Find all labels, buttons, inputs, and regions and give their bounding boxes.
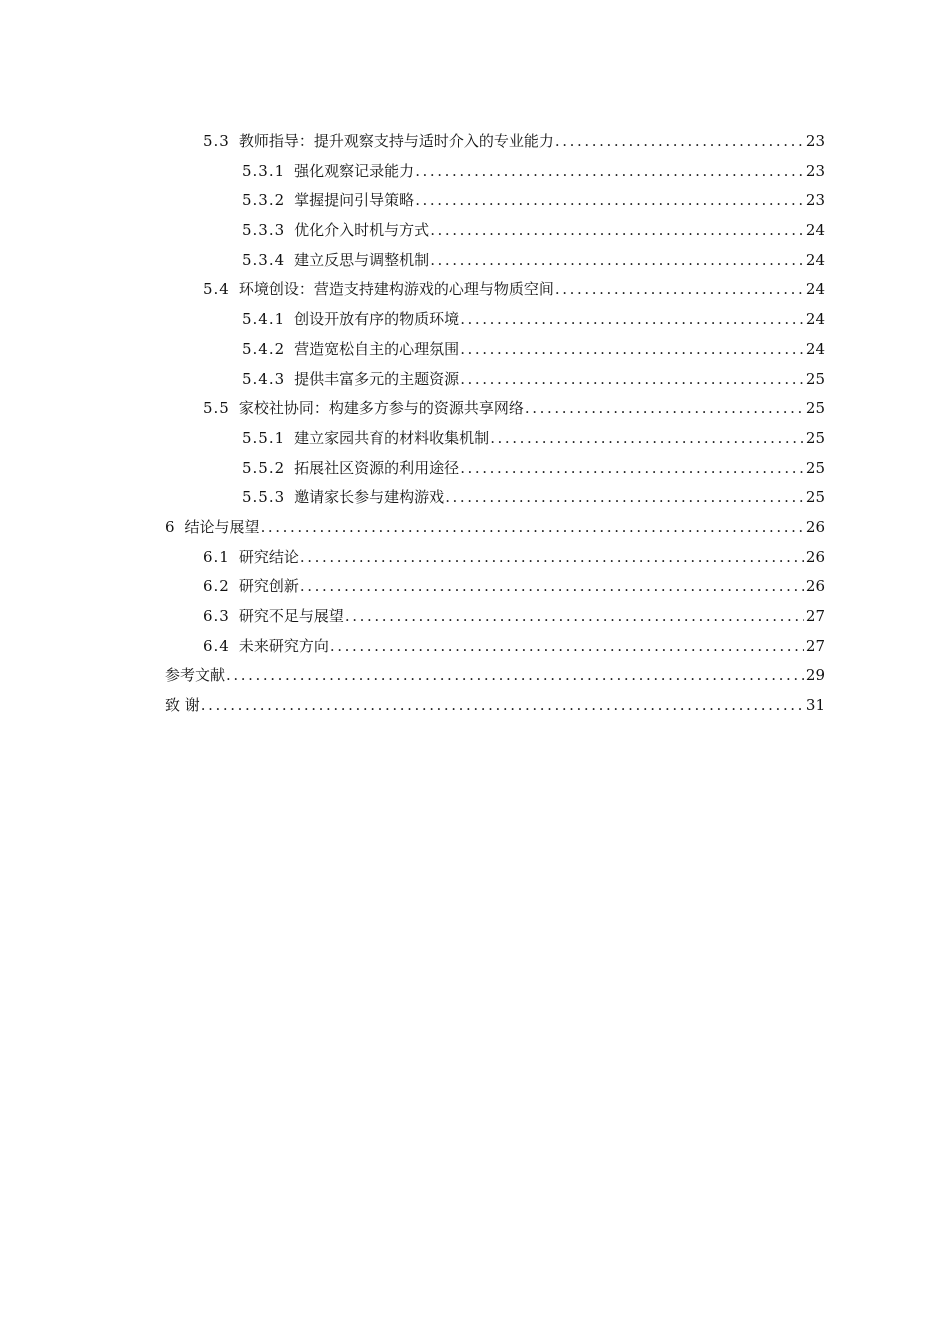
toc-entry-title: 营造宽松自主的心理氛围 [294,339,460,358]
toc-entry[interactable] [165,216,825,246]
toc-entry-title: 环境创设：营造支持建构游戏的心理与物质空间 [238,280,554,299]
toc-dot-leader [201,691,804,721]
toc-entry-page-number: 24 [805,339,825,358]
toc-entry[interactable] [165,305,825,335]
toc-entry[interactable] [165,454,825,484]
toc-dot-leader [460,365,804,395]
toc-entry-number: 5.4.2 [242,339,286,358]
toc-entry-title: 研究结论 [238,547,299,566]
toc-dot-leader [525,394,804,424]
toc-dot-leader [460,305,804,335]
toc-entry-number: 6.3 [203,607,230,625]
toc-dot-leader [490,424,804,454]
toc-entry[interactable] [165,186,825,216]
toc-entry[interactable] [165,246,825,276]
toc-entry-title: 研究不足与展望 [238,607,344,625]
toc-entry-page-number: 24 [805,250,825,269]
toc-entry-page-number: 23 [805,161,825,180]
toc-entry-title: 建立反思与调整机制 [294,250,430,269]
toc-entry-number: 6.2 [203,577,230,596]
toc-dot-leader [226,661,804,691]
toc-entry-number: 5.3.3 [242,221,286,240]
toc-dot-leader [300,543,804,573]
toc-entry[interactable] [165,157,825,187]
toc-dot-leader [261,513,804,543]
toc-entry-title: 建立家园共育的材料收集机制 [294,428,490,447]
toc-entry[interactable] [165,335,825,365]
toc-entry-page-number: 25 [805,399,825,418]
toc-entry-number: 6.4 [203,636,230,655]
toc-entry-page-number: 26 [805,517,825,536]
toc-entry-number: 6 [165,517,176,536]
toc-dot-leader [430,246,804,276]
toc-dot-leader [345,602,804,632]
toc-dot-leader [330,632,804,662]
toc-entry-number: 5.5.1 [242,428,286,447]
toc-entry-number: 5.3 [203,132,230,150]
toc-entry-title: 教师指导：提升观察支持与适时介入的专业能力 [238,132,554,150]
toc-entry[interactable] [165,632,825,662]
toc-entry-page-number: 25 [805,488,825,507]
toc-entry-title: 致 谢 [165,696,200,715]
toc-entry-number: 5.3.2 [242,191,286,210]
toc-entry[interactable] [165,661,825,691]
toc-entry-title: 强化观察记录能力 [294,161,415,180]
table-of-contents [165,127,825,721]
toc-entry-page-number: 25 [805,369,825,388]
toc-entry-number: 5.4.1 [242,310,286,329]
toc-entry-title: 创设开放有序的物质环境 [294,310,460,329]
toc-dot-leader [460,454,804,484]
toc-entry-page-number: 24 [805,280,825,299]
toc-dot-leader [445,483,804,513]
toc-entry-page-number: 31 [805,696,825,715]
toc-entry-page-number: 23 [805,132,825,150]
toc-entry-title: 提供丰富多元的主题资源 [294,369,460,388]
toc-dot-leader [415,157,804,187]
toc-entry-number: 5.4 [203,280,230,299]
toc-entry-page-number: 29 [805,666,825,685]
toc-entry[interactable] [165,602,825,632]
toc-entry-number: 6.1 [203,547,230,566]
toc-entry-page-number: 27 [805,607,825,625]
toc-dot-leader [415,186,804,216]
toc-entry-title: 拓展社区资源的利用途径 [294,458,460,477]
toc-dot-leader [430,216,804,246]
toc-entry-title: 掌握提问引导策略 [294,191,415,210]
toc-entry-title: 研究创新 [238,577,299,596]
toc-entry-title: 结论与展望 [184,517,260,536]
toc-entry-page-number: 26 [805,577,825,596]
toc-entry-page-number: 24 [805,310,825,329]
toc-dot-leader [460,335,804,365]
toc-entry-number: 5.3.4 [242,250,286,269]
toc-entry[interactable] [165,275,825,305]
toc-entry-title: 邀请家长参与建构游戏 [294,488,445,507]
toc-entry-title: 优化介入时机与方式 [294,221,430,240]
toc-entry[interactable] [165,483,825,513]
toc-entry[interactable] [165,365,825,395]
toc-entry-title: 家校社协同：构建多方参与的资源共享网络 [238,399,524,418]
toc-entry-title: 参考文献 [165,666,226,685]
toc-entry[interactable] [165,127,825,157]
toc-entry-page-number: 25 [805,458,825,477]
toc-entry-number: 5.5.3 [242,488,286,507]
toc-entry[interactable] [165,572,825,602]
toc-entry-page-number: 23 [805,191,825,210]
toc-entry-number: 5.3.1 [242,161,286,180]
toc-entry-page-number: 25 [805,428,825,447]
toc-entry-number: 5.4.3 [242,369,286,388]
toc-entry-page-number: 27 [805,636,825,655]
toc-entry[interactable] [165,543,825,573]
toc-entry-number: 5.5 [203,399,230,418]
toc-entry-number: 5.5.2 [242,458,286,477]
toc-entry[interactable] [165,691,825,721]
toc-dot-leader [555,275,804,305]
toc-dot-leader [555,127,804,157]
toc-entry[interactable] [165,513,825,543]
toc-entry-page-number: 24 [805,221,825,240]
toc-entry[interactable] [165,394,825,424]
toc-entry-page-number: 26 [805,547,825,566]
toc-entry[interactable] [165,424,825,454]
toc-entry-title: 未来研究方向 [238,636,329,655]
toc-dot-leader [300,572,804,602]
